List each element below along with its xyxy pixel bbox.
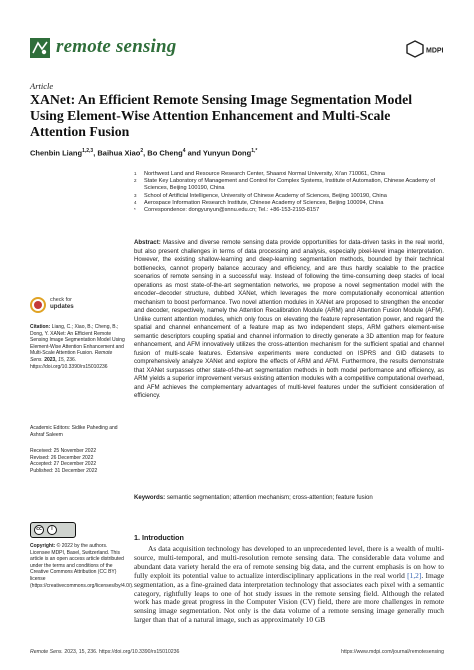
cc-by-license-badge[interactable] <box>30 522 76 538</box>
keywords <box>134 494 444 502</box>
citation-text: Liang, C.; Xiao, B.; Cheng, B.; Dong, Y. XANet: An Efficient Remote Sensing Image Segmentation Model Using Element-Wise Attention Enhancement and Multi-Scale Attention Fusion. <box>30 324 125 357</box>
citation-year: 2023, <box>44 356 57 363</box>
check-for-updates-button[interactable] <box>30 295 90 319</box>
citation-link[interactable]: [1,2] <box>407 570 422 580</box>
mdpi-logo-text: MDPI <box>426 47 444 55</box>
abstract-text: Massive and diverse remote sensing data provide opportunities for data-driven tasks in the real world, but also present challenges in terms of data processing and analysis, especially pixel-level image interpretation. However, the existing shallow-learning and deep-learning segmentation methods, bounded by their technical bottlenecks, cannot properly balance accuracy and efficiency, and are thus hardly scalable to the practice scenarios of remote sensing in a successful way. Instead of following the time-consuming deep stacks of local operations as most state-of-the-art segmentation networks, we propose a novel segmentation model with the encoder–decoder structure, dubbed XANet, which leverages the more computationally economical attention mechanism to boost performance. Two novel attention modules in XANet are proposed to strengthen the encoder and decoder, respectively, namely the Attention Recalibration Module (ARM) and Attention Fusion Module (AFM). Unlike current attention modules, which only focus on elevating the feature representation power, and regard the spatial and channel enhancement of a feature map as two independent steps, ARM gathers element-wise semantic descriptors coupling spatial and channel information to directly generate a 3D attention map for feature enhancement, and AFM innovatively utilizes the cross-attention mechanism for the sufficient spatial and channel fusion of multi-scale features. Extensive experiments were conducted on ISPRS and GID datasets to comprehensively analyze XANet and explore the effects of ARM and AFM. Furthermore, the results demonstrate that XANet surpasses other state-of-the-art segmentation methods in both model performance and efficiency, as ARM yields a superior improvement versus existing attention modules with a competitive computational overhead, and AFM achieves the complementary advantages of multi-level features under the sufficient consideration of efficiency. <box>134 239 444 399</box>
affiliation-item <box>134 193 444 200</box>
journal-logo-icon <box>30 38 50 58</box>
introduction-text <box>134 545 444 625</box>
author-name[interactable]: Chenbin Liang <box>30 148 83 158</box>
publication-date: Accepted: 27 December 2022 <box>30 461 97 468</box>
footer-journal: Remote Sens. <box>30 649 63 655</box>
intro-text-2: . Image segmentation, as a fine-grained data interpretation technology that associates each pixel with a semantic category, rightfully leaps to one of hot study issues in the remote sensing field. Although the related work has made great progress in the Computer Vision (CV) field, there are more challenges in remote sensing image segmentation. Not only is the data volume of a remote sensing image generally much larger than that of a natural image, such as approximately 10 GB <box>134 570 444 625</box>
author-separator: , <box>143 148 148 158</box>
affiliation-number: 2 <box>134 178 137 184</box>
publication-date: Received: 25 November 2022 <box>30 448 97 454</box>
affiliation-number: * <box>134 207 136 213</box>
page-footer <box>30 649 444 655</box>
citation-label: Citation: <box>30 324 51 330</box>
publication-date: Revised: 26 December 2022 <box>30 454 94 461</box>
affiliation-item <box>134 171 444 178</box>
affiliation-number: 3 <box>134 192 137 198</box>
intro-text-1: As data acquisition technology has developed to an unprecedented level, there is a wealth of multi-source, multi-temporal, and multi-resolution remote sensing data. The considerable data volume and abundant data variety herald the era of remote sensing big data, and the current emphasis is on how to fully exploit its potential value to actualize interdisciplinary applications in the real world <box>134 544 444 580</box>
affiliation-item <box>134 200 444 207</box>
citation-doi-link[interactable]: 236. https://doi.org/10.3390/rs15010236 <box>30 356 108 370</box>
cc-icon: cc <box>34 525 44 535</box>
author-affiliation-marker: 2 <box>140 148 144 154</box>
author-name[interactable]: Yunyun Dong <box>202 148 252 158</box>
copyright-text: © 2022 by the authors. Licensee MDPI, Basel, Switzerland. This article is an open access article distributed under the terms and conditions of the Creative Commons Attribution (CC BY) license (https://creativecommons.org/licenses/by/4.0/). <box>30 543 134 589</box>
publication-date: Published: 31 December 2022 <box>30 467 98 474</box>
publication-dates <box>30 448 126 474</box>
copyright-notice <box>30 543 134 589</box>
paper-title: XANet: An Efficient Remote Sensing Image Segmentation Model Using Element-Wise Attention Enhancement and Multi-Scale Attention Fusion <box>30 92 413 139</box>
affiliation-item <box>134 178 444 192</box>
author-affiliation-marker: 1,2,3 <box>82 148 94 154</box>
citation-block <box>30 324 126 370</box>
affiliation-text: Northwest Land and Resource Research Center, Shaanxi Normal University, Xi'an 710061, China <box>144 171 386 177</box>
keywords-text: semantic segmentation; attention mechanism; cross-attention; feature fusion <box>166 494 373 501</box>
journal-header <box>30 36 444 66</box>
citation-journal: Remote Sens. <box>30 350 113 363</box>
citation-volume: 15, <box>58 356 66 363</box>
author-separator: and <box>185 148 203 158</box>
author-affiliation-marker: 4 <box>182 148 186 154</box>
affiliation-text: Correspondence: dongyunyun@snnu.edu.cn; Tel.: +86-153-2193-8157 <box>144 207 320 214</box>
affiliation-text: School of Artificial Intelligence, University of Chinese Academy of Sciences, Beijing 100190, China <box>144 192 387 199</box>
affiliation-number: 4 <box>134 199 137 205</box>
academic-editors: Academic Editors: Sidike Paheding and Ashraf Saleem <box>30 425 118 438</box>
footer-url[interactable]: https://www.mdpi.com/journal/remotesensing <box>341 649 444 655</box>
abstract-label: Abstract: <box>134 239 161 246</box>
copyright-label: Copyright: <box>30 543 56 549</box>
author-list <box>30 148 257 158</box>
section-heading: 1. Introduction <box>134 533 184 542</box>
author-affiliation-marker: 1,* <box>251 148 258 154</box>
by-icon: i <box>47 525 57 535</box>
article-type: Article <box>30 81 54 91</box>
mdpi-logo[interactable] <box>406 40 444 58</box>
check-bold: updates <box>50 302 74 310</box>
abstract <box>134 239 444 401</box>
journal-name[interactable]: remote sensing <box>56 36 177 57</box>
affiliations <box>134 171 444 214</box>
affiliation-text: State Key Laboratory of Management and Control for Complex Systems, Institute of Automation, Chinese Academy of Sciences, Beijing 100190, China <box>144 178 436 192</box>
affiliation-text: Aerospace Information Research Institute, Chinese Academy of Sciences, Beijing 100094, China <box>144 199 384 206</box>
footer-citation[interactable]: 2023, 15, 236. https://doi.org/10.3390/rs15010236 <box>64 649 180 655</box>
check-label: check for <box>50 297 72 303</box>
author-separator: , <box>93 148 98 158</box>
check-updates-icon <box>30 297 46 313</box>
author-name[interactable]: Bo Cheng <box>147 148 183 158</box>
affiliation-item <box>134 207 444 214</box>
affiliation-number: 1 <box>134 171 137 176</box>
keywords-label: Keywords: <box>134 494 166 501</box>
author-name[interactable]: Baihua Xiao <box>97 148 141 158</box>
